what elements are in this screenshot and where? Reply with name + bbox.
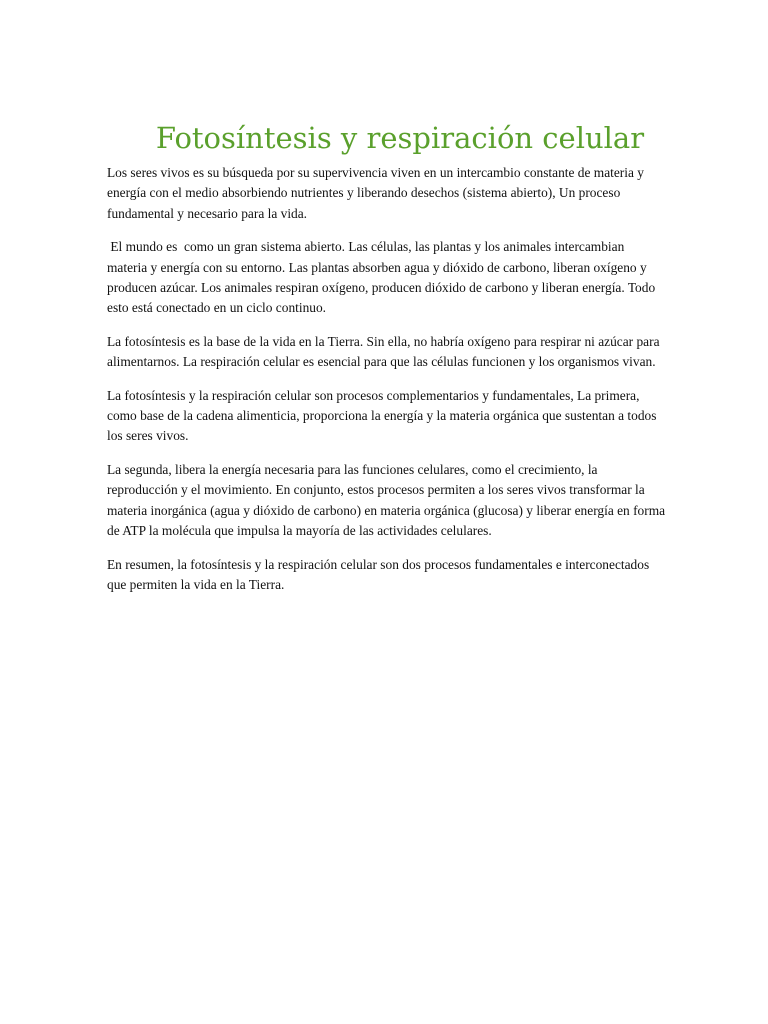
paragraph-complementary: La fotosíntesis y la respiración celular son procesos complementarios y fundamentales, La primera, como base de la cadena alimenticia, proporciona la energía y la materia orgánica que sustentan a todos los seres vivos. bbox=[107, 387, 657, 444]
page-title: Fotosíntesis y respiración celular bbox=[155, 121, 645, 155]
paragraph-open-system: El mundo es como un gran sistema abierto. Las células, las plantas y los animales intercambian materia y energía con su entorno. Las plantas absorben agua y dióxido de carbono, liberan oxígeno y producen azúcar. Los animales respiran oxígeno, producen dióxido de carbono y liberan energía. Todo esto está conectado en un ciclo continuo. bbox=[107, 239, 659, 316]
document-body bbox=[107, 163, 667, 608]
paragraph-second-process: La segunda, libera la energía necesaria para las funciones celulares, como el crecimiento, la reproducción y el movimiento. En conjunto, estos procesos permiten a los seres vivos transformar la materia inorgánica (agua y dióxido de carbono) en materia orgánica (glucosa) y liberar energía en forma de ATP la molécula que impulsa la mayoría de las actividades celulares. bbox=[107, 461, 666, 539]
paragraph-photosynthesis-base: La fotosíntesis es la base de la vida en la Tierra. Sin ella, no habría oxígeno para respirar ni azúcar para alimentarnos. La respiración celular es esencial para que las células funcionen y los organismos vivan. bbox=[107, 333, 660, 370]
paragraph-intro: Los seres vivos es su búsqueda por su supervivencia viven en un intercambio constante de materia y energía con el medio absorbiendo nutrientes y liberando desechos (sistema abierto), Un proceso fundamental y necesario para la vida. bbox=[107, 165, 648, 221]
paragraph-summary: En resumen, la fotosíntesis y la respiración celular son dos procesos fundamentales e interconectados que permiten la vida en la Tierra. bbox=[107, 556, 650, 592]
